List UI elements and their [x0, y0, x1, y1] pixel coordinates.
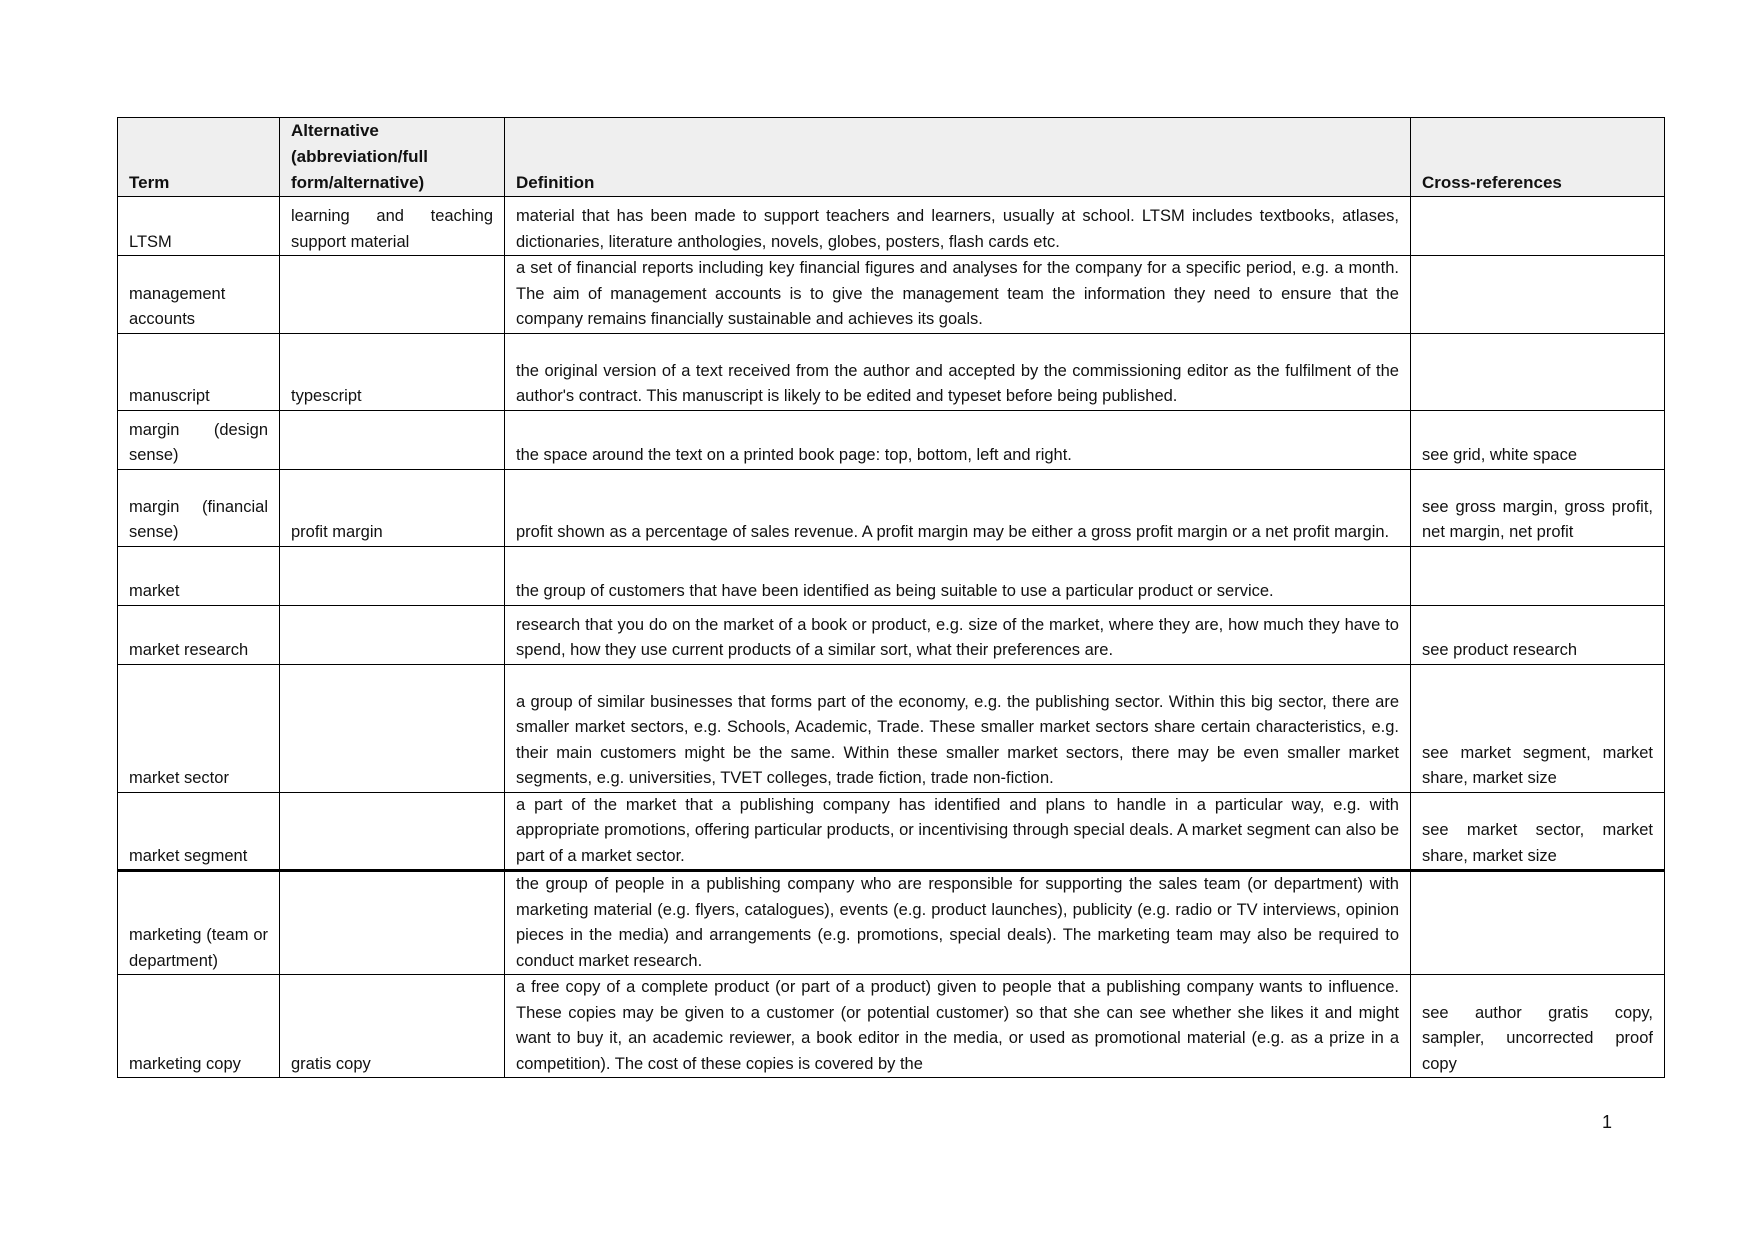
cell-cross-references: see market segment, market share, market size: [1411, 664, 1665, 792]
cell-alternative: [280, 871, 505, 975]
cell-cross-references: [1411, 871, 1665, 975]
cell-term: management accounts: [118, 256, 280, 334]
cell-alternative: [280, 410, 505, 469]
cell-term: market sector: [118, 664, 280, 792]
cell-alternative: [280, 546, 505, 605]
cell-definition: a part of the market that a publishing company has identified and plans to handle in a particular way, e.g. with appropriate promotions, offering particular products, or incentivising through special deals. A market segment can also be part of a market sector.: [505, 792, 1411, 871]
table-row: [118, 256, 1665, 334]
cell-cross-references: see grid, white space: [1411, 410, 1665, 469]
table-row: [118, 792, 1665, 871]
cell-definition: a free copy of a complete product (or part of a product) given to people that a publishing company wants to influence. These copies may be given to a customer (or potential customer) so that she can see whether she likes it and might want to buy it, an academic reviewer, a book editor in the media, or used as promotional material (e.g. as a prize in a competition). The cost of these copies is covered by the: [505, 975, 1411, 1078]
cell-cross-references: see product research: [1411, 605, 1665, 664]
cell-definition: material that has been made to support teachers and learners, usually at school. LTSM includes textbooks, atlases, dictionaries, literature anthologies, novels, globes, posters, flash cards etc.: [505, 197, 1411, 256]
table-row: [118, 197, 1665, 256]
cell-cross-references: [1411, 546, 1665, 605]
header-alternative: Alternative (abbreviation/full form/alternative): [280, 118, 505, 197]
cell-term: margin (financial sense): [118, 469, 280, 546]
header-definition: Definition: [505, 118, 1411, 197]
cell-term: market: [118, 546, 280, 605]
cell-alternative: learning and teaching support material: [280, 197, 505, 256]
cell-term: manuscript: [118, 333, 280, 410]
cell-definition: the original version of a text received from the author and accepted by the commissioning editor as the fulfilment of the author's contract. This manuscript is likely to be edited and typeset before being published.: [505, 333, 1411, 410]
cell-alternative: [280, 792, 505, 871]
cell-cross-references: [1411, 197, 1665, 256]
cell-alternative: gratis copy: [280, 975, 505, 1078]
glossary-table: [117, 117, 1665, 1078]
cell-alternative: [280, 605, 505, 664]
cell-definition: research that you do on the market of a book or product, e.g. size of the market, where they are, how much they have to spend, how they use current products of a similar sort, what their preferences are.: [505, 605, 1411, 664]
cell-cross-references: see author gratis copy, sampler, uncorrected proof copy: [1411, 975, 1665, 1078]
table-row: [118, 546, 1665, 605]
cell-cross-references: [1411, 333, 1665, 410]
table-row: [118, 664, 1665, 792]
cell-term: market segment: [118, 792, 280, 871]
cell-alternative: [280, 664, 505, 792]
table-header-row: [118, 118, 1665, 197]
header-cross-references: Cross-references: [1411, 118, 1665, 197]
table-row: [118, 469, 1665, 546]
cell-term: market research: [118, 605, 280, 664]
cell-definition: a set of financial reports including key financial figures and analyses for the company for a specific period, e.g. a month. The aim of management accounts is to give the management team the information they need to ensure that the company remains financially sustainable and achieves its goals.: [505, 256, 1411, 334]
header-term: Term: [118, 118, 280, 197]
cell-definition: the group of people in a publishing company who are responsible for supporting the sales team (or department) with marketing material (e.g. flyers, catalogues), events (e.g. product launches), publicity (e.g. radio or TV interviews, opinion pieces in the media) and arrangements (e.g. promotions, special deals). The marketing team may also be required to conduct market research.: [505, 871, 1411, 975]
cell-alternative: profit margin: [280, 469, 505, 546]
cell-definition: a group of similar businesses that forms part of the economy, e.g. the publishing sector. Within this big sector, there are smaller market sectors, e.g. Schools, Academic, Trade. These smaller market sectors share certain characteristics, e.g. their main customers might be the same. Within these smaller market sectors, there may be even smaller market segments, e.g. universities, TVET colleges, trade fiction, trade non-fiction.: [505, 664, 1411, 792]
cell-definition: profit shown as a percentage of sales revenue. A profit margin may be either a gross profit margin or a net profit margin.: [505, 469, 1411, 546]
cell-term: marketing copy: [118, 975, 280, 1078]
cell-definition: the space around the text on a printed book page: top, bottom, left and right.: [505, 410, 1411, 469]
cell-alternative: [280, 256, 505, 334]
cell-term: LTSM: [118, 197, 280, 256]
table-row: [118, 410, 1665, 469]
page-number: 1: [1601, 1112, 1612, 1132]
cell-term: margin (design sense): [118, 410, 280, 469]
table-row: [118, 975, 1665, 1078]
cell-alternative: typescript: [280, 333, 505, 410]
table-row: [118, 605, 1665, 664]
cell-cross-references: [1411, 256, 1665, 334]
table-row: [118, 333, 1665, 410]
cell-definition: the group of customers that have been identified as being suitable to use a particular product or service.: [505, 546, 1411, 605]
cell-cross-references: see market sector, market share, market size: [1411, 792, 1665, 871]
cell-cross-references: see gross margin, gross profit, net margin, net profit: [1411, 469, 1665, 546]
cell-term: marketing (team or department): [118, 871, 280, 975]
table-row: [118, 871, 1665, 975]
